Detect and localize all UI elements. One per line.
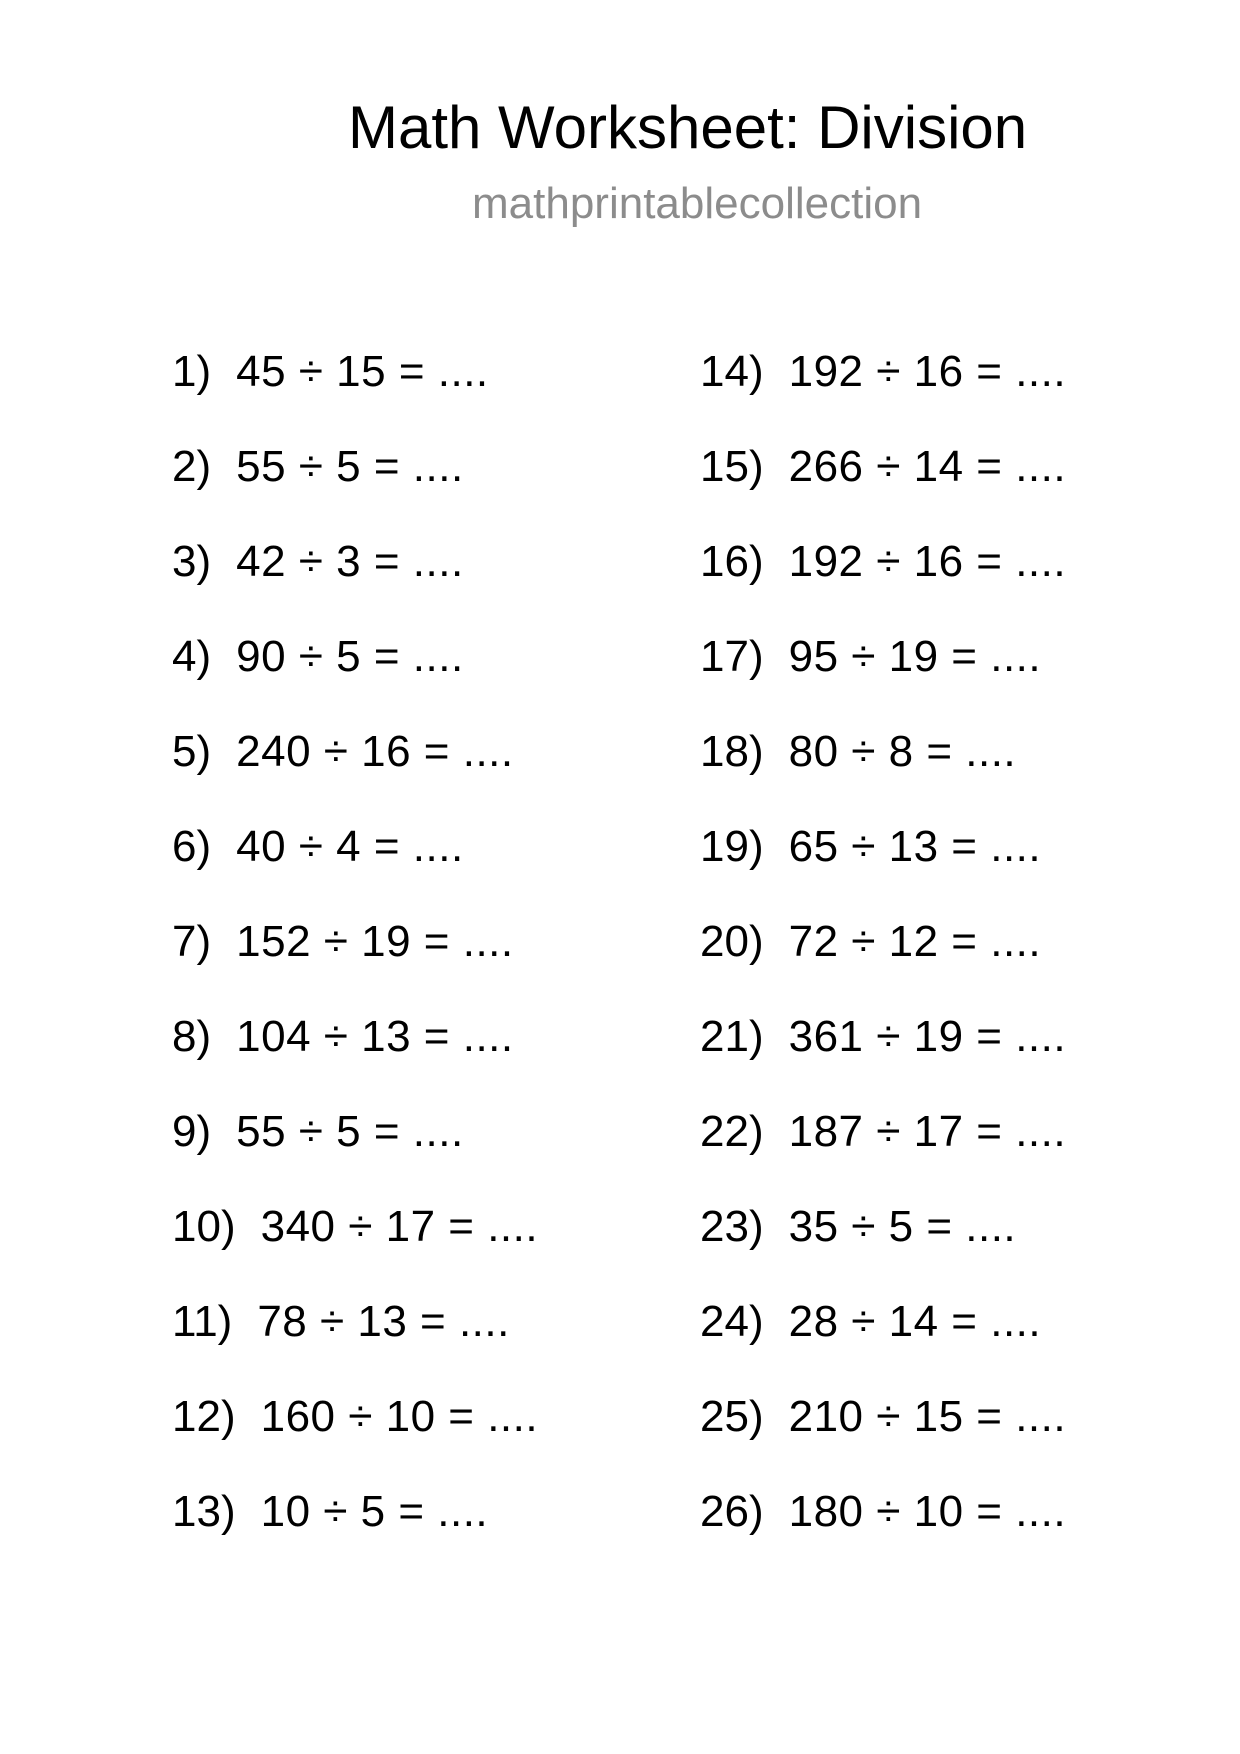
problem-expression: 90 ÷ 5 = .... — [236, 632, 464, 682]
problem-expression: 187 ÷ 17 = .... — [788, 1107, 1067, 1157]
problem-number: 24) — [700, 1297, 764, 1347]
problem-row — [700, 990, 1066, 1085]
problem-row — [172, 705, 538, 800]
problem-row — [172, 515, 538, 610]
problem-expression: 152 ÷ 19 = .... — [236, 917, 514, 967]
problem-row — [172, 610, 538, 705]
problem-number: 15) — [700, 442, 764, 492]
problem-expression: 55 ÷ 5 = .... — [236, 1107, 464, 1157]
problem-row — [172, 420, 538, 515]
problem-row — [700, 610, 1066, 705]
problem-number: 23) — [700, 1202, 764, 1252]
problem-expression: 45 ÷ 15 = .... — [236, 347, 489, 397]
problem-expression: 95 ÷ 19 = .... — [788, 632, 1042, 682]
problem-expression: 40 ÷ 4 = .... — [236, 822, 464, 872]
problem-number: 2) — [172, 442, 212, 492]
problem-expression: 78 ÷ 13 = .... — [257, 1297, 510, 1347]
problem-expression: 35 ÷ 5 = .... — [788, 1202, 1017, 1252]
problem-number: 5) — [172, 727, 212, 777]
problem-number: 12) — [172, 1392, 236, 1442]
page-title: Math Worksheet: Division — [348, 94, 1028, 161]
problem-number: 25) — [700, 1392, 764, 1442]
problem-number: 4) — [172, 632, 212, 682]
problem-expression: 28 ÷ 14 = .... — [788, 1297, 1042, 1347]
problem-row — [700, 325, 1066, 420]
problem-row — [700, 1180, 1066, 1275]
problem-row — [700, 515, 1066, 610]
problem-row — [172, 1275, 538, 1370]
problem-number: 8) — [172, 1012, 212, 1062]
problem-expression: 180 ÷ 10 = .... — [788, 1487, 1067, 1537]
problem-number: 22) — [700, 1107, 764, 1157]
problem-number: 17) — [700, 632, 764, 682]
problem-number: 3) — [172, 537, 212, 587]
problem-expression: 80 ÷ 8 = .... — [788, 727, 1017, 777]
problem-row — [172, 1465, 538, 1560]
problem-number: 9) — [172, 1107, 212, 1157]
problem-number: 21) — [700, 1012, 764, 1062]
problem-row — [700, 1085, 1066, 1180]
problem-row — [700, 895, 1066, 990]
problems-column-left — [172, 325, 538, 1560]
problem-expression: 160 ÷ 10 = .... — [260, 1392, 539, 1442]
problem-row — [700, 800, 1066, 895]
problem-expression: 65 ÷ 13 = .... — [788, 822, 1042, 872]
problem-number: 6) — [172, 822, 212, 872]
problem-row — [700, 420, 1066, 515]
problem-row — [700, 1465, 1066, 1560]
problem-expression: 104 ÷ 13 = .... — [236, 1012, 514, 1062]
problem-number: 13) — [172, 1487, 236, 1537]
problem-expression: 361 ÷ 19 = .... — [788, 1012, 1067, 1062]
problem-row — [700, 1370, 1066, 1465]
problem-number: 26) — [700, 1487, 764, 1537]
problems-column-right — [700, 325, 1066, 1560]
problem-expression: 192 ÷ 16 = .... — [788, 347, 1067, 397]
problem-row — [172, 325, 538, 420]
problem-row — [172, 1370, 538, 1465]
problem-row — [700, 1275, 1066, 1370]
problem-number: 19) — [700, 822, 764, 872]
problem-expression: 72 ÷ 12 = .... — [788, 917, 1042, 967]
problem-number: 11) — [172, 1297, 233, 1347]
problem-number: 1) — [172, 347, 212, 397]
problem-row — [172, 1085, 538, 1180]
problem-number: 18) — [700, 727, 764, 777]
problem-number: 7) — [172, 917, 212, 967]
problem-number: 14) — [700, 347, 764, 397]
problem-row — [172, 895, 538, 990]
problem-row — [172, 990, 538, 1085]
problem-row — [172, 800, 538, 895]
problem-expression: 266 ÷ 14 = .... — [788, 442, 1067, 492]
problem-expression: 340 ÷ 17 = .... — [260, 1202, 539, 1252]
problem-expression: 55 ÷ 5 = .... — [236, 442, 464, 492]
problem-expression: 210 ÷ 15 = .... — [788, 1392, 1067, 1442]
problem-row — [172, 1180, 538, 1275]
problem-expression: 240 ÷ 16 = .... — [236, 727, 514, 777]
problem-expression: 10 ÷ 5 = .... — [260, 1487, 489, 1537]
problem-number: 20) — [700, 917, 764, 967]
problem-number: 16) — [700, 537, 764, 587]
problem-expression: 192 ÷ 16 = .... — [788, 537, 1067, 587]
page-subtitle: mathprintablecollection — [472, 179, 923, 228]
problem-expression: 42 ÷ 3 = .... — [236, 537, 464, 587]
problem-number: 10) — [172, 1202, 236, 1252]
problem-row — [700, 705, 1066, 800]
